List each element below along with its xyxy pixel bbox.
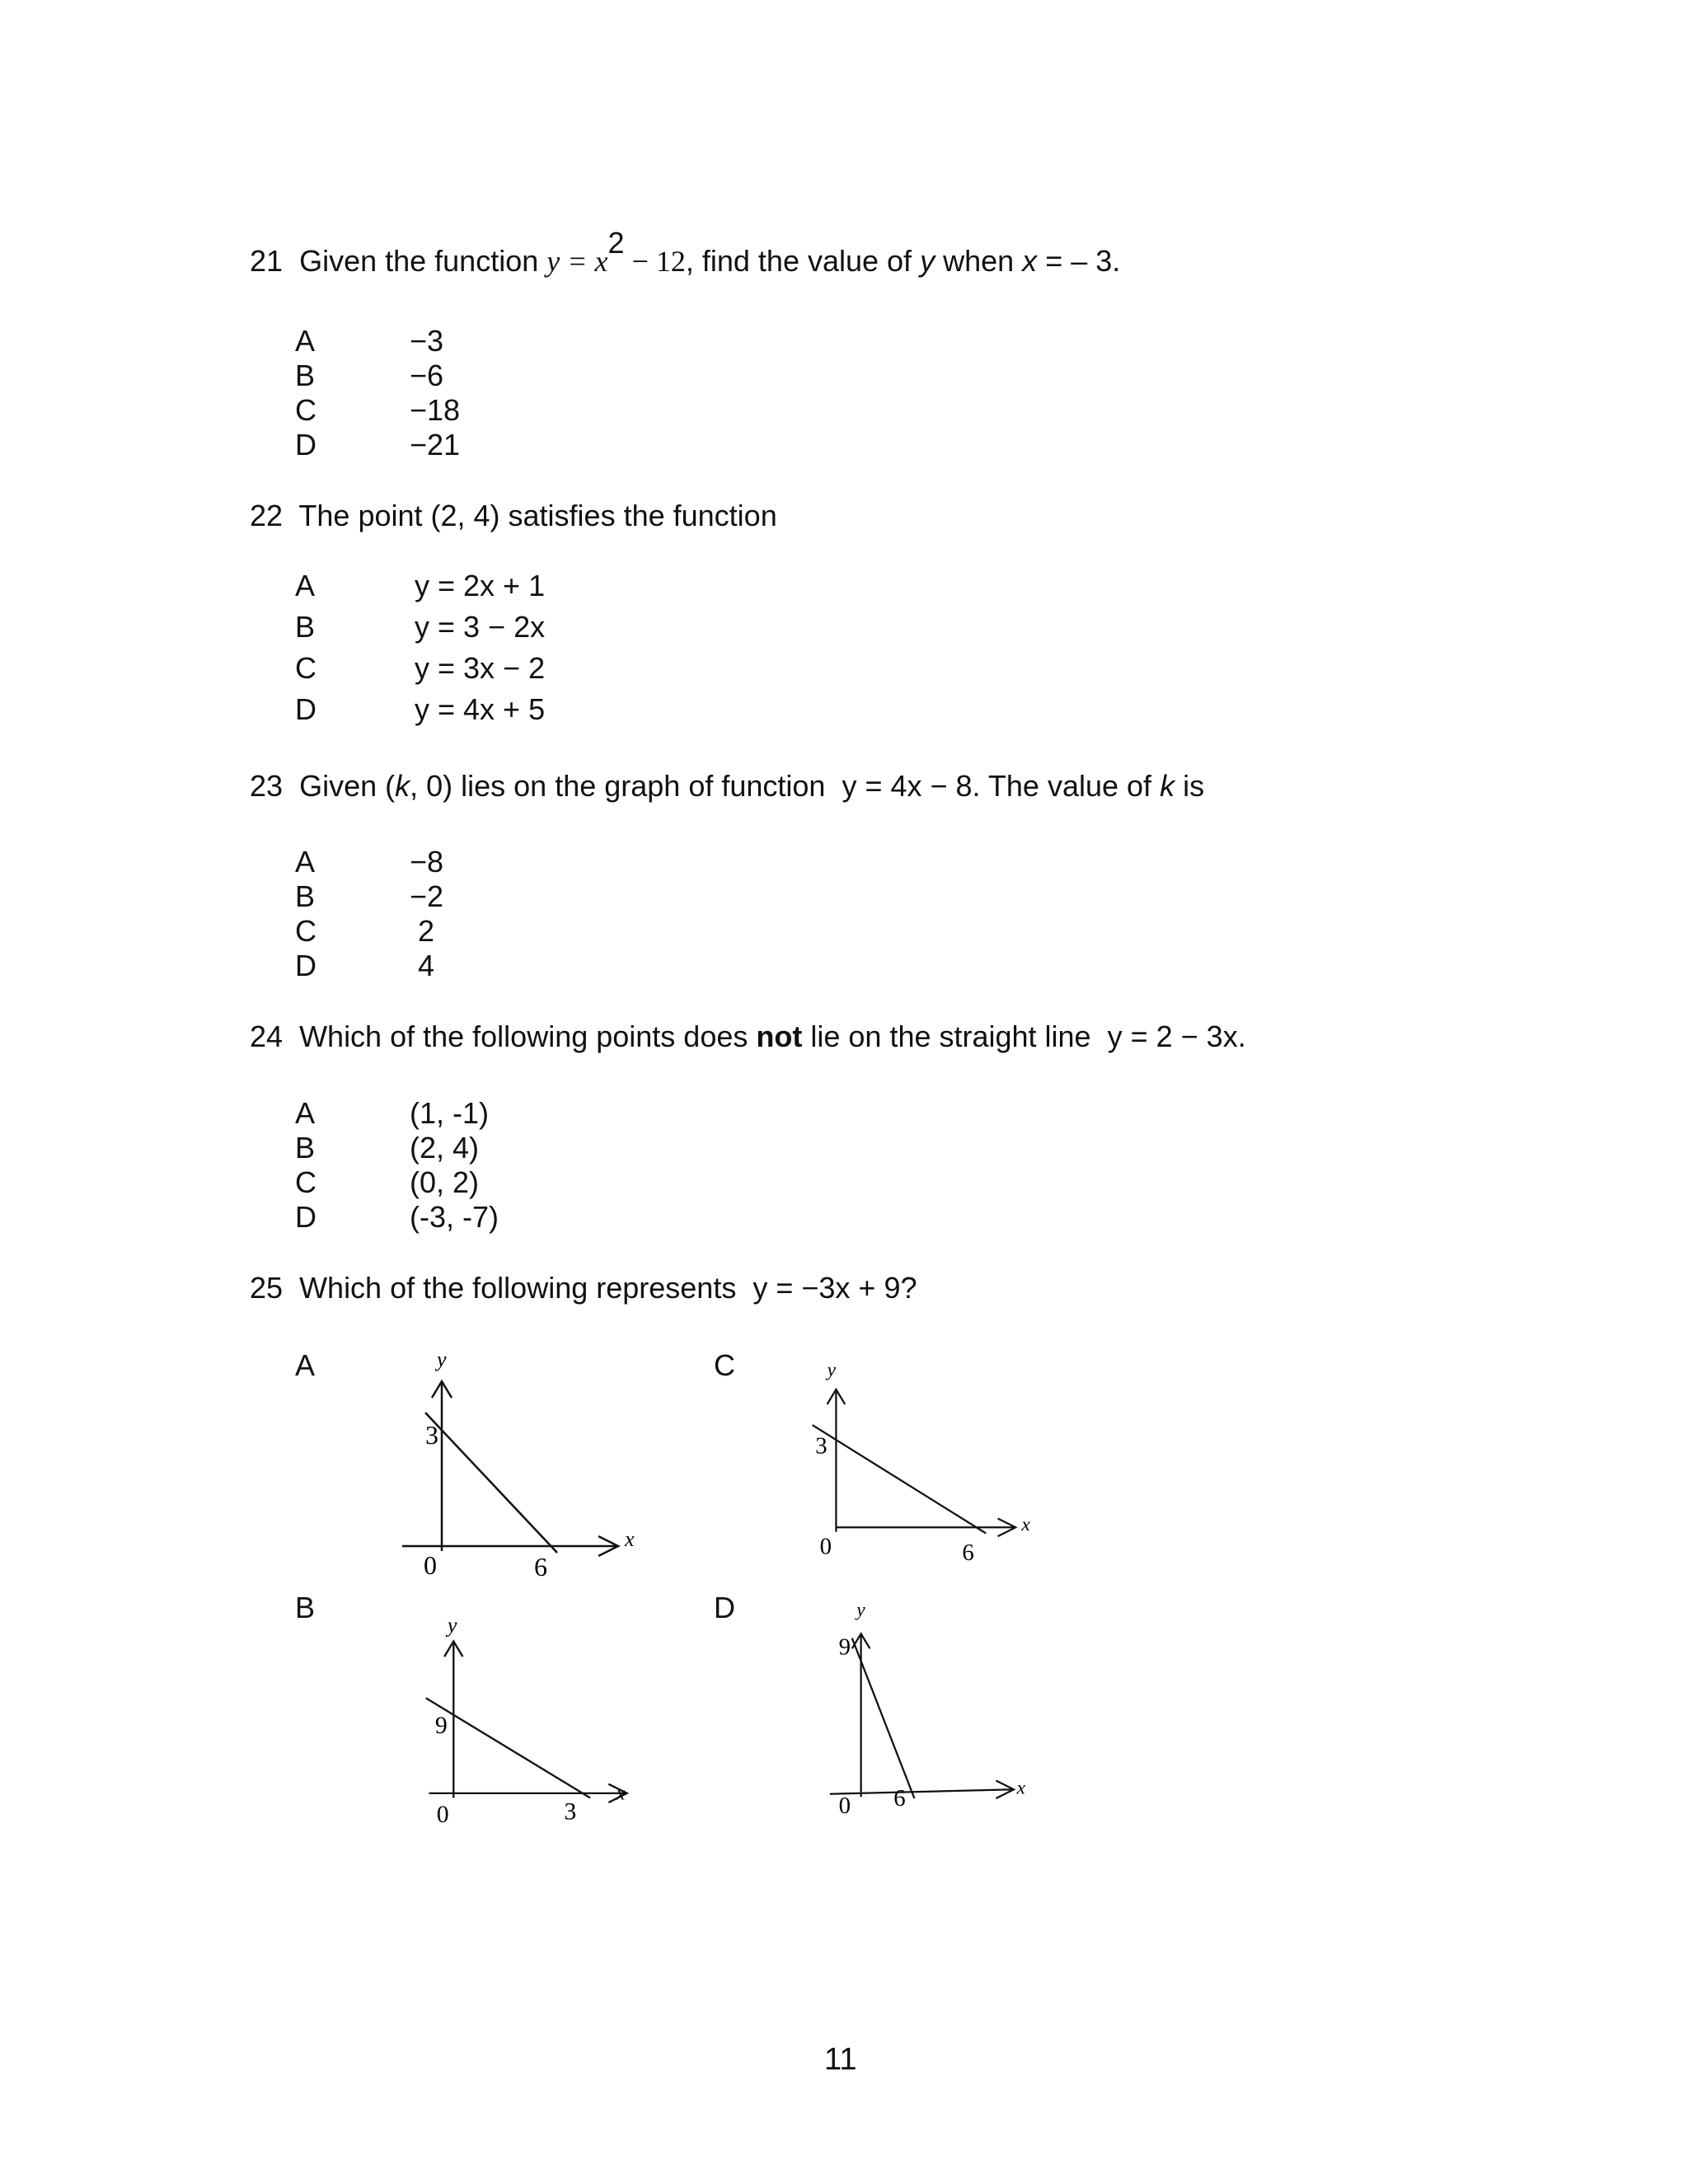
y-intercept-label: 9 xyxy=(838,1633,851,1661)
question-text: Given the function xyxy=(299,244,539,278)
option-value: −6 xyxy=(410,359,444,392)
graph-c xyxy=(795,1343,1030,1582)
option-value: −21 xyxy=(410,428,461,462)
x-axis-label: x xyxy=(625,1527,635,1551)
origin-label: 0 xyxy=(436,1801,449,1829)
function-eq: = x xyxy=(560,245,608,278)
graph-option-letter: A xyxy=(295,1348,316,1382)
option-letter: A xyxy=(295,324,316,358)
option-value: 2 xyxy=(418,914,435,948)
question-25 xyxy=(250,1271,917,1305)
x-intercept-label: 6 xyxy=(534,1552,547,1582)
graph-option-letter: C xyxy=(714,1348,735,1382)
option-letter: C xyxy=(295,914,316,948)
function-equation: y = 4x − 8. xyxy=(842,769,981,803)
question-text-suffix: , find the value of xyxy=(685,244,912,278)
question-number: 22 xyxy=(250,499,284,532)
y-axis-label: y xyxy=(827,1359,836,1381)
y-intercept-label: 9 xyxy=(434,1712,448,1740)
page-number: 11 xyxy=(824,2042,857,2077)
option-letter: B xyxy=(295,1131,316,1165)
option-value: −18 xyxy=(410,393,461,427)
question-number: 21 xyxy=(250,244,284,278)
graph-option-letter: D xyxy=(714,1591,735,1624)
question-text: , 0) lies on the graph of function xyxy=(410,769,826,803)
option-letter: B xyxy=(295,879,316,913)
question-24 xyxy=(250,1019,1246,1054)
option-letter: C xyxy=(295,651,316,685)
option-letter: D xyxy=(295,692,316,726)
option-letter: B xyxy=(295,610,316,644)
question-21 xyxy=(250,226,1121,279)
x-intercept-label: 3 xyxy=(564,1797,577,1825)
option-equation: y = 4x + 5 xyxy=(415,692,546,726)
question-text: is xyxy=(1183,769,1205,803)
option-value: (1, -1) xyxy=(410,1096,490,1130)
option-value: (-3, -7) xyxy=(410,1200,499,1234)
y-intercept-label: 3 xyxy=(425,1420,438,1450)
variable-k: k xyxy=(395,769,410,803)
question-number: 25 xyxy=(250,1271,284,1305)
x-intercept-label: 6 xyxy=(962,1539,974,1566)
option-value: (0, 2) xyxy=(410,1165,480,1199)
option-value: −8 xyxy=(410,845,444,879)
question-text: lie on the straight line xyxy=(810,1019,1091,1053)
question-number: 23 xyxy=(250,769,284,803)
variable-y: y xyxy=(920,244,935,278)
variable-k: k xyxy=(1160,769,1175,803)
graph-option-letter: B xyxy=(295,1591,316,1624)
option-letter: A xyxy=(295,1096,316,1130)
y-axis-label: y xyxy=(437,1347,447,1371)
option-letter: C xyxy=(295,1165,316,1199)
x-axis-label: x xyxy=(1021,1513,1030,1535)
origin-label: 0 xyxy=(424,1550,437,1580)
condition-value: = – 3. xyxy=(1045,244,1121,278)
function-equation: y = 2 − 3x. xyxy=(1107,1019,1246,1053)
option-value: −2 xyxy=(410,879,444,913)
x-intercept-label: 6 xyxy=(893,1785,906,1812)
option-equation: y = 3 − 2x xyxy=(415,610,546,644)
option-letter: A xyxy=(295,845,316,879)
origin-label: 0 xyxy=(819,1533,832,1560)
question-23 xyxy=(250,769,1204,804)
x-axis-label: x xyxy=(616,1782,626,1805)
option-letter: C xyxy=(295,393,316,427)
option-value: (2, 4) xyxy=(410,1131,480,1165)
question-text: Given ( xyxy=(299,769,396,803)
question-text: Which of the following represents xyxy=(299,1271,737,1305)
question-number: 24 xyxy=(250,1019,284,1053)
option-equation: y = 2x + 1 xyxy=(415,569,546,602)
y-axis-label: y xyxy=(447,1613,457,1638)
option-letter: D xyxy=(295,949,316,982)
when-word: when xyxy=(943,244,1015,278)
option-letter: D xyxy=(295,1200,316,1234)
option-value: 4 xyxy=(418,949,435,982)
option-equation: y = 3x − 2 xyxy=(415,651,546,685)
question-text: The value of xyxy=(987,769,1152,803)
function-equation: y = −3x + 9? xyxy=(753,1271,917,1305)
origin-label: 0 xyxy=(838,1793,851,1820)
function-rest: − 12 xyxy=(624,245,686,278)
y-axis-label: y xyxy=(856,1599,865,1621)
x-axis-label: x xyxy=(1016,1777,1025,1799)
graph-b xyxy=(412,1605,635,1844)
graph-d xyxy=(821,1591,1043,1830)
function-lhs: y xyxy=(546,245,560,278)
question-22 xyxy=(250,499,777,533)
emphasis-not: not xyxy=(756,1019,803,1053)
variable-x: x xyxy=(1022,244,1038,278)
y-intercept-label: 3 xyxy=(815,1432,828,1460)
option-letter: B xyxy=(295,359,316,392)
option-letter: A xyxy=(295,569,316,602)
question-text: The point (2, 4) satisfies the function xyxy=(298,499,777,532)
question-text: Which of the following points does xyxy=(299,1019,748,1053)
option-value: −3 xyxy=(410,324,444,358)
option-letter: D xyxy=(295,428,316,462)
function-exponent: 2 xyxy=(607,226,625,260)
graph-a xyxy=(396,1343,635,1582)
